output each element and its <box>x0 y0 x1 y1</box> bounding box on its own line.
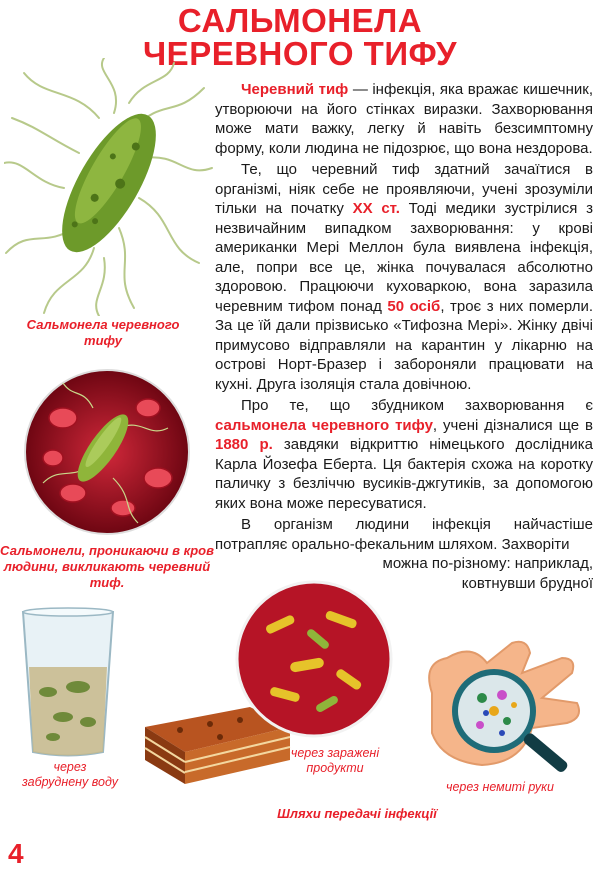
paragraph-3-text-a: Про те, що збудником захворювання є <box>241 397 593 414</box>
routes-caption: Шляхи передачі інфекції <box>277 806 437 821</box>
paragraph-2-text-b: Тоді медики зустрілися з незвичайним випадком захворювання: у крові американки Мері Меллон була виявлена інфекція, але, попри все це, жінка почувалася абсолютно здоровою. Працюючи куховаркою, вона заразила черевним тифом понад <box>215 200 593 315</box>
hands-caption: через немиті руки <box>446 780 554 794</box>
page-number: 4 <box>8 838 24 869</box>
salmonella-bacterium-illustration <box>4 58 214 316</box>
paragraph-3-text-b: , учені дізналися ще в <box>432 416 594 434</box>
paragraph-4-tail-2: ковтнувши брудної <box>461 574 593 592</box>
paragraph-4-tail-1: можна по-різному: наприклад, <box>382 555 593 572</box>
paragraph-4: В організм людини інфекція найчастіше потрапляє орально-фекальним шляхом. Захворіти <box>215 516 593 553</box>
water-glass-illustration <box>18 607 118 759</box>
article-text <box>215 80 593 593</box>
highlight-salmonella: сальмонела черевного тифу <box>215 416 433 434</box>
highlight-persons: 50 осіб <box>387 297 441 315</box>
water-caption: через забруднену воду <box>21 760 118 789</box>
paragraph-3 <box>215 396 593 513</box>
food-caption: через заражені продукти <box>290 746 380 775</box>
hand-magnifier-illustration <box>412 633 587 778</box>
paragraph-3-text-c: завдяки відкриттю німецького дослідника Карла Йозефа Еберта. Ця бактерія схожа на коротку паличку з безліччю вусиків-джгутиків, за допомогою яких вона може пересуватися. <box>215 436 593 512</box>
highlight-year: 1880 р. <box>215 436 273 453</box>
paragraph-1 <box>215 80 593 158</box>
blood-caption: Сальмонели, проникаючи в кров людини, викликають черевний тиф. <box>0 543 214 590</box>
paragraph-2 <box>215 160 593 394</box>
microbes-circle-illustration <box>235 580 393 738</box>
paragraph-2-text-c: , троє з них померли. За це їй дали прізвисько «Тифозна Мері». Жінку двічі примусово відправляли на карантин у лікарню на острові Норт-Бразер і забороняли працювати на кухні. Друга ізоляція стала довічною. <box>215 297 593 393</box>
title-line-2: ЧЕРЕВНОГО ТИФУ <box>143 35 457 72</box>
term-typhoid: Черевний тиф <box>241 81 349 98</box>
bacterium-caption: Сальмонела черевного тифу <box>26 317 180 348</box>
blood-microscope-illustration <box>23 368 191 536</box>
paragraph-2-text-a: Те, що черевний тиф здатний зачаїтися в організмі, ніяк себе не проявляючи, учені зрозуміли тільки на початку <box>215 161 593 217</box>
paragraph-1-text: — інфекція, яка вражає кишечник, утворюючи на його стінках виразки. Захворювання може мати важку, легку й навіть безсимптомну форму, коли людина не підозрює, що вона нездорова. <box>215 81 593 157</box>
highlight-century: XX ст. <box>352 200 400 217</box>
title-line-1: САЛЬМОНЕЛА <box>177 2 423 39</box>
